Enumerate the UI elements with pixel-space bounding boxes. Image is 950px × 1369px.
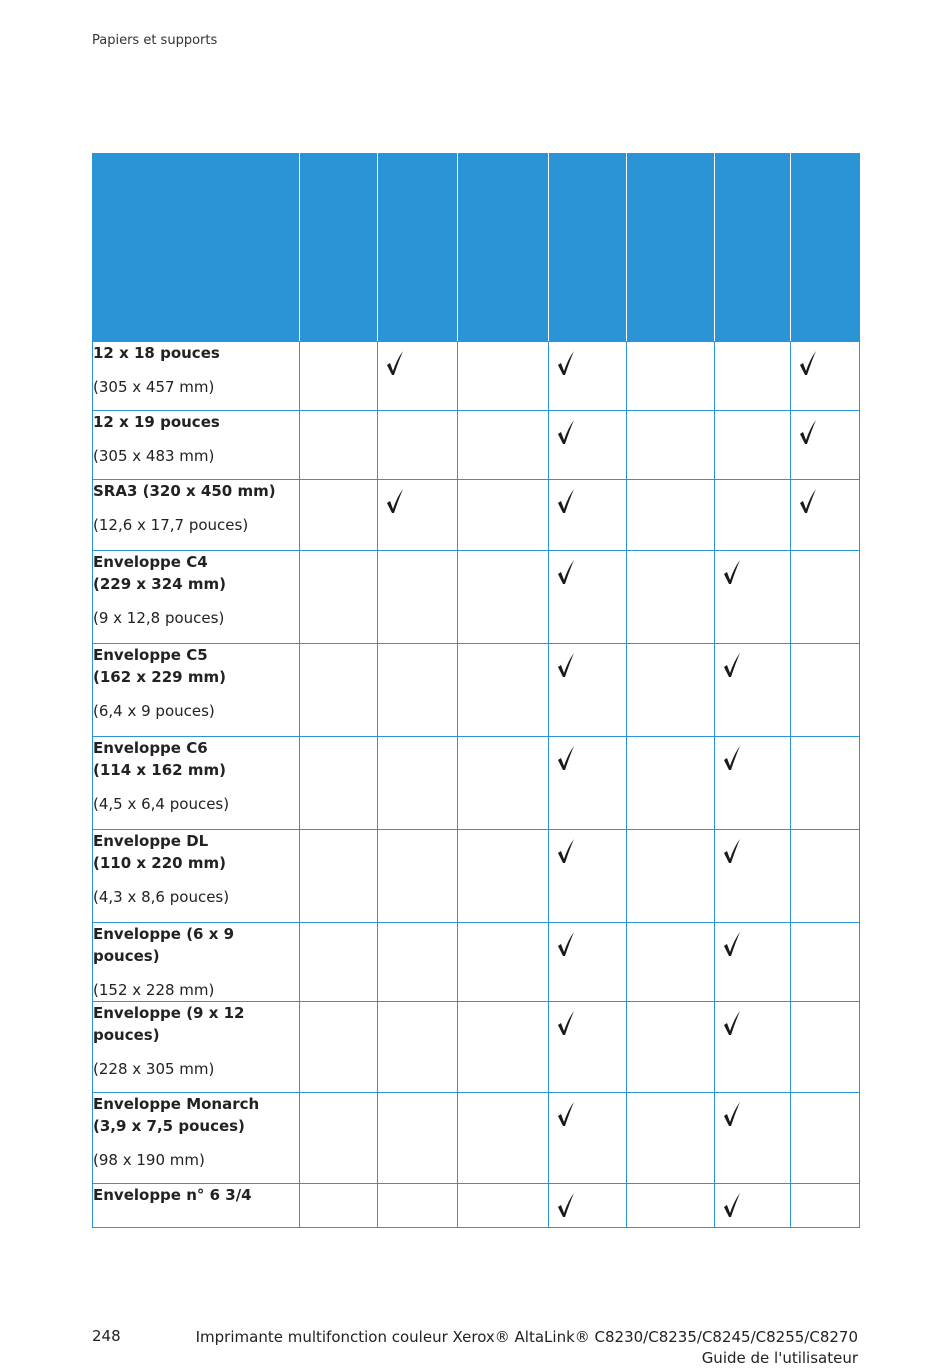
checkmark-icon — [723, 931, 741, 957]
media-size-cell — [93, 1184, 300, 1228]
support-cell — [549, 342, 627, 411]
checkmark-icon — [799, 350, 817, 376]
support-cell — [791, 830, 860, 923]
support-cell — [458, 830, 549, 923]
support-cell — [300, 551, 378, 644]
media-size-alternate: (6,4 x 9 pouces) — [93, 702, 215, 720]
support-cell — [627, 644, 715, 737]
table-row — [93, 644, 860, 737]
support-cell — [715, 830, 791, 923]
table-body — [93, 342, 860, 1228]
support-cell — [458, 342, 549, 411]
checkmark-icon — [557, 838, 575, 864]
support-cell — [627, 737, 715, 830]
media-size-name: Enveloppe C6 (114 x 162 mm) — [93, 739, 226, 779]
checkmark-icon — [557, 1192, 575, 1218]
support-cell — [458, 1184, 549, 1228]
support-cell — [378, 1184, 458, 1228]
support-cell — [715, 480, 791, 551]
media-size-name: Enveloppe n° 6 3/4 — [93, 1186, 252, 1204]
support-cell — [549, 644, 627, 737]
support-cell — [791, 480, 860, 551]
support-cell — [791, 923, 860, 1002]
checkmark-icon — [557, 1010, 575, 1036]
support-cell — [627, 923, 715, 1002]
document-title: Imprimante multifonction couleur Xerox® AltaLink® C8230/C8235/C8245/C8255/C8270 Guide de l'utilisateur — [195, 1328, 858, 1367]
support-cell — [458, 551, 549, 644]
support-cell — [791, 411, 860, 480]
support-cell — [300, 830, 378, 923]
support-cell — [458, 411, 549, 480]
support-cell — [300, 644, 378, 737]
column-header — [627, 154, 715, 342]
support-cell — [549, 480, 627, 551]
table-row — [93, 551, 860, 644]
checkmark-icon — [557, 559, 575, 585]
support-cell — [791, 1093, 860, 1184]
support-cell — [791, 737, 860, 830]
support-cell — [791, 1002, 860, 1093]
table-row — [93, 480, 860, 551]
support-cell — [627, 411, 715, 480]
media-size-name: Enveloppe C5 (162 x 229 mm) — [93, 646, 226, 686]
media-size-cell — [93, 923, 300, 1002]
support-cell — [627, 551, 715, 644]
running-header: Papiers et supports — [92, 33, 218, 48]
support-cell — [378, 1002, 458, 1093]
table-row — [93, 342, 860, 411]
media-size-name: Enveloppe DL (110 x 220 mm) — [93, 832, 226, 872]
media-size-cell — [93, 342, 300, 411]
media-size-cell — [93, 737, 300, 830]
checkmark-icon — [386, 488, 404, 514]
support-cell — [715, 923, 791, 1002]
table-row — [93, 1093, 860, 1184]
page-number: 248 — [92, 1327, 121, 1345]
support-cell — [715, 644, 791, 737]
support-cell — [549, 830, 627, 923]
media-size-name: Enveloppe C4 (229 x 324 mm) — [93, 553, 226, 593]
table-row — [93, 1184, 860, 1228]
support-cell — [458, 1093, 549, 1184]
support-cell — [715, 411, 791, 480]
checkmark-icon — [557, 488, 575, 514]
support-cell — [458, 737, 549, 830]
support-cell — [378, 923, 458, 1002]
column-header — [93, 154, 300, 342]
checkmark-icon — [799, 488, 817, 514]
table-row — [93, 923, 860, 1002]
media-size-alternate: (9 x 12,8 pouces) — [93, 609, 225, 627]
checkmark-icon — [557, 931, 575, 957]
support-cell — [549, 923, 627, 1002]
checkmark-icon — [723, 559, 741, 585]
table-header-row — [93, 154, 860, 342]
checkmark-icon — [557, 745, 575, 771]
support-cell — [791, 1184, 860, 1228]
table-row — [93, 737, 860, 830]
support-cell — [715, 551, 791, 644]
checkmark-icon — [723, 652, 741, 678]
support-cell — [458, 923, 549, 1002]
checkmark-icon — [723, 1101, 741, 1127]
media-size-name: 12 x 19 pouces — [93, 413, 220, 431]
support-cell — [715, 1184, 791, 1228]
support-cell — [458, 644, 549, 737]
media-size-name: Enveloppe (9 x 12 pouces) — [93, 1004, 245, 1044]
support-cell — [458, 480, 549, 551]
support-cell — [458, 1002, 549, 1093]
support-cell — [300, 1093, 378, 1184]
support-cell — [791, 644, 860, 737]
media-size-alternate: (98 x 190 mm) — [93, 1151, 205, 1169]
table-row — [93, 411, 860, 480]
media-size-alternate: (305 x 483 mm) — [93, 447, 215, 465]
media-size-alternate: (12,6 x 17,7 pouces) — [93, 516, 249, 534]
support-cell — [791, 342, 860, 411]
media-size-name: Enveloppe (6 x 9 pouces) — [93, 925, 235, 965]
checkmark-icon — [557, 1101, 575, 1127]
support-cell — [715, 1093, 791, 1184]
support-cell — [300, 923, 378, 1002]
media-size-name: Enveloppe Monarch (3,9 x 7,5 pouces) — [93, 1095, 260, 1135]
checkmark-icon — [723, 745, 741, 771]
support-cell — [300, 737, 378, 830]
support-cell — [549, 411, 627, 480]
support-cell — [378, 411, 458, 480]
support-cell — [549, 737, 627, 830]
table-row — [93, 1002, 860, 1093]
media-size-name: SRA3 (320 x 450 mm) — [93, 482, 276, 500]
checkmark-icon — [799, 419, 817, 445]
support-cell — [378, 644, 458, 737]
media-size-alternate: (4,3 x 8,6 pouces) — [93, 888, 230, 906]
media-size-cell — [93, 480, 300, 551]
checkmark-icon — [557, 652, 575, 678]
support-cell — [378, 737, 458, 830]
media-size-alternate: (228 x 305 mm) — [93, 1060, 215, 1078]
checkmark-icon — [723, 1192, 741, 1218]
support-cell — [791, 551, 860, 644]
support-cell — [300, 1002, 378, 1093]
column-header — [458, 154, 549, 342]
support-cell — [378, 1093, 458, 1184]
checkmark-icon — [723, 838, 741, 864]
support-cell — [549, 1002, 627, 1093]
support-cell — [300, 342, 378, 411]
support-cell — [300, 411, 378, 480]
media-size-cell — [93, 411, 300, 480]
media-size-cell — [93, 830, 300, 923]
media-size-alternate: (305 x 457 mm) — [93, 378, 215, 396]
support-cell — [549, 551, 627, 644]
column-header — [378, 154, 458, 342]
media-size-cell — [93, 1093, 300, 1184]
column-header — [715, 154, 791, 342]
column-header — [791, 154, 860, 342]
checkmark-icon — [557, 419, 575, 445]
support-cell — [378, 480, 458, 551]
support-cell — [627, 830, 715, 923]
column-header — [549, 154, 627, 342]
support-cell — [378, 342, 458, 411]
support-cell — [715, 737, 791, 830]
checkmark-icon — [723, 1010, 741, 1036]
support-cell — [627, 1184, 715, 1228]
support-cell — [627, 342, 715, 411]
media-size-alternate: (152 x 228 mm) — [93, 981, 215, 999]
checkmark-icon — [557, 350, 575, 376]
column-header — [300, 154, 378, 342]
media-size-cell — [93, 551, 300, 644]
support-cell — [627, 1002, 715, 1093]
support-cell — [627, 480, 715, 551]
media-size-cell — [93, 1002, 300, 1093]
support-cell — [627, 1093, 715, 1184]
media-size-alternate: (4,5 x 6,4 pouces) — [93, 795, 230, 813]
support-cell — [378, 551, 458, 644]
support-cell — [715, 1002, 791, 1093]
media-size-cell — [93, 644, 300, 737]
checkmark-icon — [386, 350, 404, 376]
table-row — [93, 830, 860, 923]
support-cell — [300, 1184, 378, 1228]
support-cell — [549, 1184, 627, 1228]
support-cell — [300, 480, 378, 551]
support-cell — [549, 1093, 627, 1184]
support-cell — [378, 830, 458, 923]
media-size-name: 12 x 18 pouces — [93, 344, 220, 362]
media-support-table — [92, 153, 860, 1228]
support-cell — [715, 342, 791, 411]
